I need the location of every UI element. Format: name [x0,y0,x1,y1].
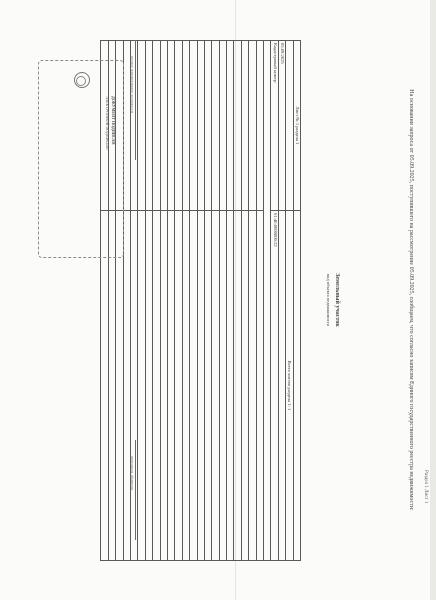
table-row [293,41,300,561]
field-value-cell [249,211,256,561]
field-label-cell [219,41,226,211]
field-value-cell [116,211,123,561]
table-row [249,41,256,561]
table-row [286,41,293,561]
table-row [182,41,189,561]
signature-rule-position [135,40,136,160]
field-label-cell [286,41,293,211]
field-value-cell [108,211,115,561]
field-value-cell: Всего листов раздела 1: 1 [286,211,293,561]
table-row [167,41,174,561]
seal-emblem [74,72,90,88]
field-value-cell [145,211,152,561]
field-label-cell [256,41,263,211]
field-value-cell [101,211,108,561]
page-counter: Раздел 1 Лист 1 [423,470,428,504]
field-value-cell [212,211,219,561]
field-value-cell [256,211,263,561]
field-value-cell [167,211,174,561]
field-label-cell [234,41,241,211]
field-label-cell [204,41,211,211]
field-value-cell [227,211,234,561]
field-label-cell [190,41,197,211]
signature-name-caption: инициалы, фамилия [130,456,135,491]
table-row [204,41,211,561]
field-value-cell [160,211,167,561]
table-row [234,41,241,561]
field-label-cell [249,41,256,211]
field-label-cell [182,41,189,211]
table-row [264,41,271,561]
field-label-cell [160,41,167,211]
table-row [271,41,278,561]
field-value-cell [197,211,204,561]
field-label-cell: Кадастровый номер: [271,41,278,211]
table-row [278,41,285,561]
registry-date-line: На основании запроса от 05.09.2025, поступившего на рассмотрение 05.09.2025, сообщаем, что согласно записям Единого государственного реестра недвижимости: [408,89,414,511]
field-value-cell [138,211,145,561]
section-title: Земельный участок [334,273,340,327]
object-kind-caption: вид объекта недвижимости [326,273,331,327]
field-value-cell [175,211,182,561]
field-value-cell: 61:40:0000000:22 [271,211,278,561]
field-value-cell [219,211,226,561]
field-value-cell [153,211,160,561]
table-row [160,41,167,561]
table-row [190,41,197,561]
field-value-cell [204,211,211,561]
section-heading-cell [264,41,271,561]
field-label-cell [212,41,219,211]
field-value-cell [278,211,285,561]
table-row [197,41,204,561]
table-row [212,41,219,561]
field-label-cell: 05.09.2025 [278,41,285,211]
field-label-cell [138,41,145,211]
stamp-title: ДОКУМЕНТ ПОДПИСАН [111,96,116,145]
table-row [227,41,234,561]
signature-rule-name [135,440,136,540]
field-label-cell [227,41,234,211]
scan-edge [430,0,436,600]
field-value-cell [293,211,300,561]
electronic-signature-stamp [38,60,124,258]
table-row [175,41,182,561]
field-label-cell: Лист № 1 раздела 1 [293,41,300,211]
field-value-cell [123,211,130,561]
field-label-cell [145,41,152,211]
table-row [219,41,226,561]
field-value-cell [241,211,248,561]
field-label-cell [241,41,248,211]
field-value-cell [190,211,197,561]
stamp-subtitle: ЭЛЕКТРОННОЙ ПОДПИСЬЮ [105,96,110,150]
field-label-cell [175,41,182,211]
table-row [256,41,263,561]
field-value-cell [234,211,241,561]
field-label-cell [197,41,204,211]
field-value-cell [182,211,189,561]
field-label-cell [153,41,160,211]
signature-position-caption: полное наименование должности [130,56,135,113]
field-label-cell [167,41,174,211]
table-row [138,41,145,561]
table-row [153,41,160,561]
table-row [241,41,248,561]
table-row [145,41,152,561]
